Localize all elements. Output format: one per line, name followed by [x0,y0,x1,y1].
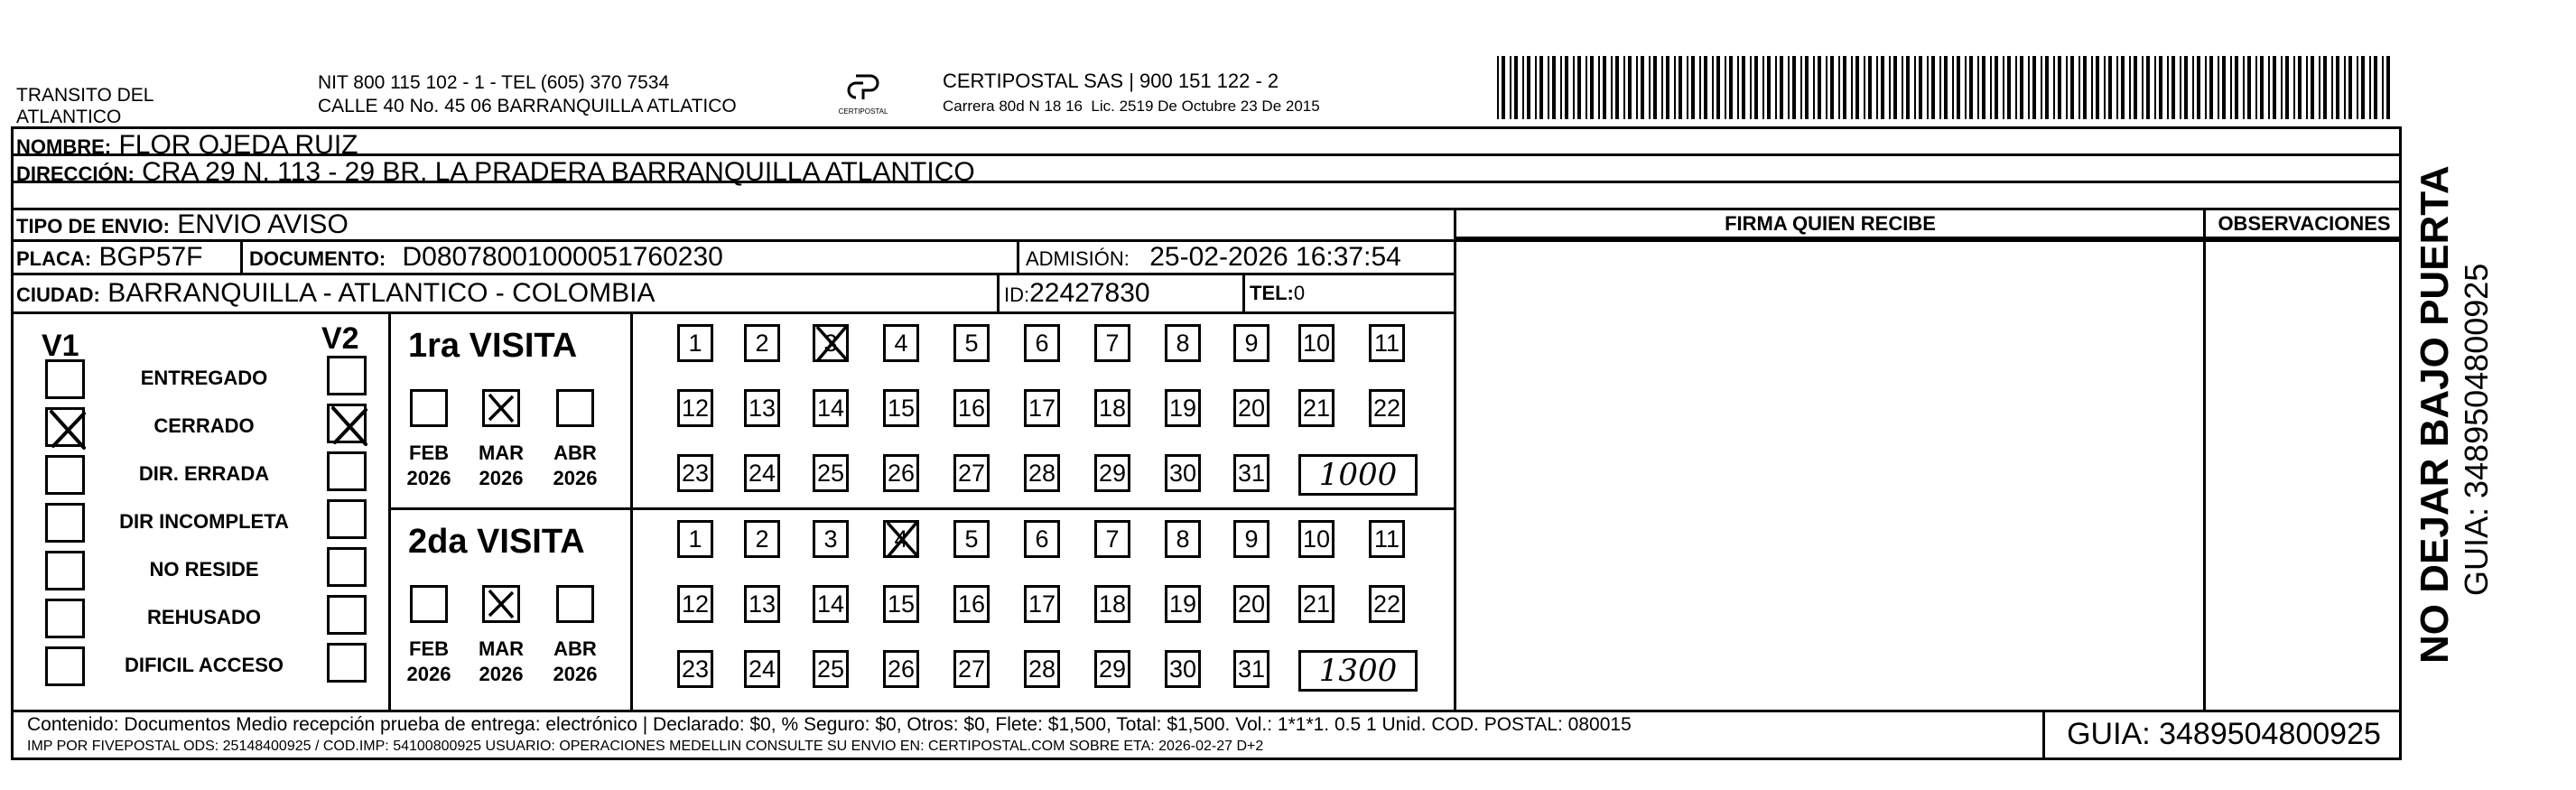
firma-header: FIRMA QUIEN RECIBE [1725,212,1936,235]
documento-row [249,244,723,273]
day-number: 12 [681,590,710,618]
v1-checkbox[interactable] [45,551,85,590]
logo-text: CERTIPOSTAL [838,107,888,116]
observations-area[interactable] [2207,239,2400,710]
day-box[interactable] [883,585,919,623]
day-number: 30 [1168,460,1197,487]
issuer-name-line2: ATLANTICO [16,107,122,127]
day-box[interactable] [1094,454,1130,492]
month-year: 2026 [479,467,524,489]
day-number: 23 [681,460,710,487]
day-number: 26 [887,655,916,683]
day-box[interactable] [883,650,919,688]
tel-value: 0 [1293,282,1306,304]
cell-divider [1017,239,1019,273]
month-checkbox[interactable] [410,585,448,623]
day-box[interactable] [677,324,713,362]
v1-checkbox[interactable] [45,599,85,638]
footer-contenido: Contenido: Documentos Medio recepción prueba de entrega: electrónico | Declarado: $0, % Seguro: $0, Otros: $0, Flete: $1,500, Total: $1,500. Vol.: 1*1*1. 0.5 1 Unid. COD. POSTAL: 080015 [27,714,1632,735]
day-box[interactable] [1165,585,1201,623]
ciudad-label: CIUDAD: [16,283,100,306]
day-box[interactable] [677,650,713,688]
day-number: 16 [957,395,986,422]
admision-value: 25-02-2026 16:37:54 [1149,242,1401,272]
v2-checkbox[interactable] [327,451,367,491]
day-box[interactable] [1094,650,1130,688]
day-number: 4 [894,525,908,553]
day-number: 15 [887,395,916,422]
day-box[interactable] [1233,650,1269,688]
day-number: 17 [1028,590,1056,618]
day-box[interactable] [953,650,990,688]
day-box[interactable] [1369,389,1405,427]
side-guia: GUIA: 3489504800925 [2458,263,2495,596]
ciudad-value: BARRANQUILLA - ATLANTICO - COLOMBIA [107,278,656,308]
row-divider [11,208,2402,210]
v2-checkbox[interactable] [327,499,367,539]
day-box[interactable] [813,324,849,362]
cell-divider [1242,273,1245,311]
day-box[interactable] [744,585,780,623]
day-number: 8 [1176,330,1190,357]
day-box[interactable] [883,389,919,427]
day-box[interactable] [953,520,990,558]
status-label: DIR. ERRADA [138,462,270,485]
admision-label: ADMISIÓN: [1026,247,1130,270]
visit-title: 2da VISITA [408,523,585,561]
courier-license: Carrera 80d N 18 16 Lic. 2519 De Octubre 23 De 2015 [943,98,1320,115]
day-number: 17 [1028,395,1056,422]
day-number: 28 [1028,655,1056,683]
tipo-value: ENVIO AVISO [177,209,349,239]
month-year: 2026 [553,467,598,489]
day-box[interactable] [813,389,849,427]
month-year: 2026 [479,663,524,685]
issuer-name-line1: TRANSITO DEL [16,85,154,106]
direccion-value: CRA 29 N. 113 - 29 BR. LA PRADERA BARRANQUILLA ATLANTICO [142,157,975,187]
status-label: NO RESIDE [149,558,259,581]
day-number: 1 [688,525,702,553]
day-number: 14 [816,590,845,618]
row-divider [11,273,1455,275]
day-box[interactable] [953,585,990,623]
month-label: ABR [553,441,597,464]
day-number: 28 [1028,460,1056,487]
placa-label: PLACA: [16,247,92,270]
day-box[interactable] [813,585,849,623]
day-number: 11 [1373,525,1400,553]
day-box[interactable] [677,454,713,492]
day-box[interactable] [813,454,849,492]
visit-title: 1ra VISITA [408,327,578,365]
tipo-row [16,211,349,240]
day-number: 4 [894,330,908,357]
cell-divider [240,239,243,273]
status-label: ENTREGADO [140,367,268,389]
day-box[interactable] [1369,520,1405,558]
month-checkbox[interactable] [556,389,594,427]
v1-checkbox[interactable] [45,455,85,495]
month-checkbox[interactable] [410,389,448,427]
day-number: 31 [1237,655,1266,683]
day-number: 22 [1372,395,1401,422]
month-label: ABR [553,637,597,660]
status-divider [388,311,391,710]
day-number: 12 [681,395,710,422]
v2-checkbox[interactable] [327,404,367,443]
signature-area[interactable] [1457,239,2203,710]
visit-time[interactable]: 1000 [1298,454,1418,496]
v1-label: V1 [42,329,79,363]
day-number: 6 [1035,525,1049,553]
day-number: 31 [1237,460,1266,487]
day-number: 24 [748,655,777,683]
day-number: 18 [1098,590,1127,618]
day-number: 24 [748,460,777,487]
day-number: 13 [748,395,777,422]
day-number: 10 [1302,525,1331,553]
day-box[interactable] [813,520,849,558]
day-box[interactable] [1233,585,1269,623]
day-number: 29 [1098,655,1127,683]
day-number: 27 [957,655,986,683]
month-label: MAR [478,441,525,464]
month-checkbox[interactable] [556,585,594,623]
day-box[interactable] [953,454,990,492]
day-number: 13 [748,590,777,618]
tipo-label: TIPO DE ENVIO: [16,215,170,237]
v2-checkbox[interactable] [327,595,367,635]
day-number: 1 [688,330,702,357]
day-box[interactable] [1233,324,1269,362]
day-box[interactable] [677,585,713,623]
day-number: 11 [1373,330,1400,357]
documento-label: DOCUMENTO: [249,247,386,270]
month-label: FEB [409,441,449,464]
day-box[interactable] [1233,520,1269,558]
month-label: FEB [409,637,449,660]
cell-divider [997,273,1000,311]
v1-checkbox[interactable] [45,503,85,543]
day-number: 2 [755,525,769,553]
day-number: 9 [1244,330,1259,357]
day-number: 25 [816,460,845,487]
day-box[interactable] [1233,454,1269,492]
placa-value: BGP57F [98,242,203,272]
day-box[interactable] [813,650,849,688]
day-box[interactable] [744,520,780,558]
day-box[interactable] [744,324,780,362]
day-number: 26 [887,460,916,487]
status-label: DIFICIL ACCESO [124,654,284,676]
id-label: ID: [1004,283,1030,306]
observaciones-header: OBSERVACIONES [2218,212,2391,235]
day-number: 23 [681,655,710,683]
ciudad-row [16,280,655,309]
day-box[interactable] [883,520,919,558]
day-box[interactable] [1024,454,1060,492]
day-box[interactable] [1094,389,1130,427]
day-number: 19 [1168,395,1197,422]
day-number: 8 [1176,525,1190,553]
day-box[interactable] [677,520,713,558]
month-year: 2026 [553,663,598,685]
documento-value: D08078001000051760230 [402,242,723,272]
footer-print-info: IMP POR FIVEPOSTAL ODS: 25148400925 / COD.IMP: 54100800925 USUARIO: OPERACIONES MEDELLIN CONSULTE SU ENVIO EN: CERTIPOSTAL.COM SOBRE ETA: 2026-02-27 D+2 [27,739,1264,754]
day-number: 20 [1237,395,1266,422]
issuer-nit: NIT 800 115 102 - 1 - TEL (605) 370 7534 [318,72,670,93]
month-label: MAR [478,637,525,660]
day-box[interactable] [1165,454,1201,492]
v1-checkbox[interactable] [45,646,85,686]
month-year: 2026 [406,663,451,685]
day-box[interactable] [1024,324,1060,362]
v2-checkbox[interactable] [327,643,367,683]
nombre-label: NOMBRE: [16,135,112,158]
certipostal-logo [836,72,890,114]
day-number: 10 [1302,330,1331,357]
day-box[interactable] [744,650,780,688]
courier-name: CERTIPOSTAL SAS | 900 151 122 - 2 [943,70,1279,92]
day-box[interactable] [1298,389,1334,427]
day-number: 21 [1302,395,1331,422]
day-number: 15 [887,590,916,618]
day-box[interactable] [1369,324,1405,362]
day-number: 3 [823,330,838,357]
day-number: 7 [1105,330,1120,357]
visit-divider [630,311,633,710]
tel-label: TEL: [1250,282,1294,304]
day-number: 3 [823,525,838,553]
row-divider [11,311,1455,314]
day-box[interactable] [677,389,713,427]
day-box[interactable] [1024,650,1060,688]
day-box[interactable] [1298,324,1334,362]
day-box[interactable] [744,389,780,427]
month-year: 2026 [406,467,451,489]
day-box[interactable] [883,324,919,362]
footer-divider [2042,710,2045,760]
day-box[interactable] [883,454,919,492]
day-number: 27 [957,460,986,487]
direccion-label: DIRECCIÓN: [16,163,135,185]
v1-checkbox[interactable] [45,359,85,399]
month-checkbox[interactable] [482,389,520,427]
day-box[interactable] [1165,389,1201,427]
direccion-row [16,159,975,188]
day-number: 7 [1105,525,1120,553]
day-box[interactable] [744,454,780,492]
v1-checkbox[interactable] [45,407,85,447]
v2-checkbox[interactable] [327,547,367,587]
column-divider [2203,208,2206,711]
day-box[interactable] [1369,585,1405,623]
day-number: 14 [816,395,845,422]
day-box[interactable] [1165,324,1201,362]
side-notice: NO DEJAR BAJO PUERTA [2413,165,2457,664]
barcode [1497,56,2400,119]
placa-row [16,244,203,273]
day-box[interactable] [1024,585,1060,623]
day-box[interactable] [953,389,990,427]
day-number: 29 [1098,460,1127,487]
status-label: REHUSADO [147,606,261,628]
status-label: DIR INCOMPLETA [119,510,289,533]
day-box[interactable] [1094,585,1130,623]
day-number: 6 [1035,330,1049,357]
day-box[interactable] [1024,520,1060,558]
issuer-address: CALLE 40 No. 45 06 BARRANQUILLA ATLATICO [318,96,737,116]
day-number: 25 [816,655,845,683]
nombre-value: FLOR OJEDA RUIZ [118,130,358,160]
day-number: 22 [1372,590,1401,618]
day-box[interactable] [1165,520,1201,558]
status-label: CERRADO [153,414,255,437]
day-number: 18 [1098,395,1127,422]
v2-checkbox[interactable] [327,356,367,395]
day-number: 5 [964,330,979,357]
month-checkbox[interactable] [482,585,520,623]
admision-row [1026,244,1401,273]
id-value: 22427830 [1029,278,1150,308]
day-box[interactable] [1298,520,1334,558]
day-number: 2 [755,330,769,357]
day-number: 9 [1244,525,1259,553]
day-box[interactable] [953,324,990,362]
day-box[interactable] [1024,389,1060,427]
day-number: 19 [1168,590,1197,618]
id-row [1004,280,1150,309]
day-number: 21 [1302,590,1331,618]
day-number: 30 [1168,655,1197,683]
row-divider [11,153,2402,156]
tel-row [1250,282,1305,305]
day-box[interactable] [1165,650,1201,688]
v2-label: V2 [321,321,359,356]
visit-time[interactable]: 1300 [1298,650,1418,692]
day-box[interactable] [1094,520,1130,558]
day-number: 5 [964,525,979,553]
footer-guia: GUIA: 3489504800925 [2067,717,2381,751]
visit-divider [388,507,1455,510]
column-divider [1454,208,1456,711]
day-box[interactable] [1094,324,1130,362]
day-box[interactable] [1233,389,1269,427]
day-box[interactable] [1298,585,1334,623]
day-number: 20 [1237,590,1266,618]
day-number: 16 [957,590,986,618]
